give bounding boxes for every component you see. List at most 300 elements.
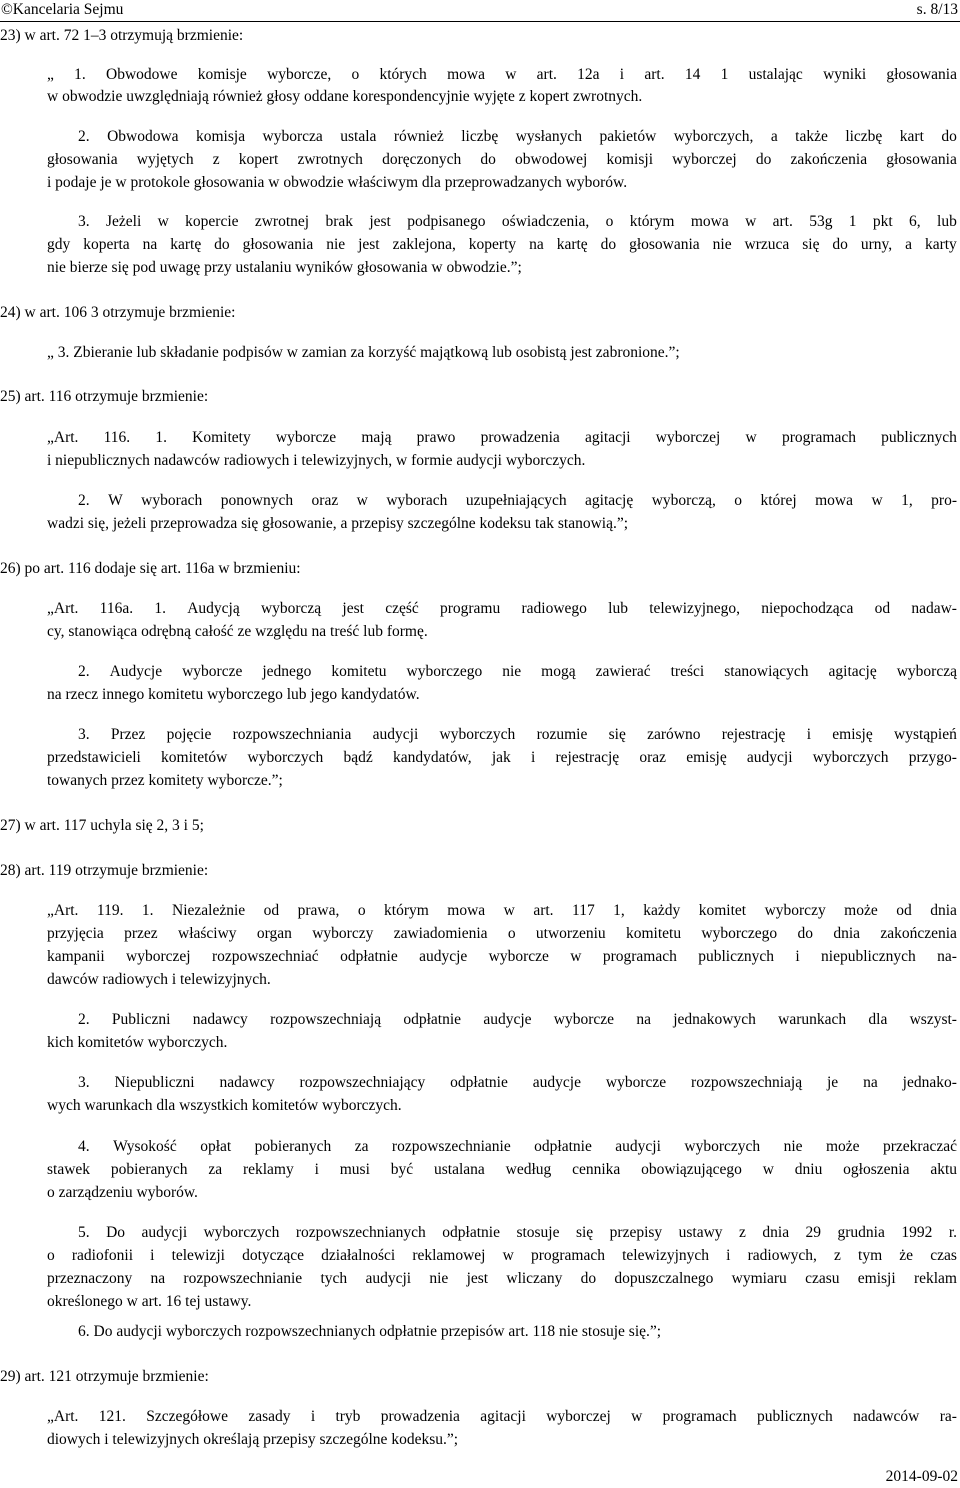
word: jest [369,213,391,230]
word: głosowania [886,151,957,168]
word: programach [662,1408,737,1425]
word: i [530,749,536,766]
text-line: 26) po art. 116 dodaje się art. 116a w brzmieniu: [0,560,301,577]
word: 3. [78,726,90,743]
word: 53g [809,213,833,230]
text-line: o zarządzeniu wyborów. [47,1184,198,1201]
word: wyborcze, [267,66,332,83]
word: w [356,492,368,509]
word: głosowania [886,66,957,83]
word: wyborcze [553,1011,615,1028]
text-line [47,428,957,448]
word: kartę [556,236,588,253]
word: rozumie [536,726,588,743]
word: wyborczej [126,948,191,965]
word: a [770,128,778,145]
text-line [47,1269,957,1289]
word: komitetów [161,749,228,766]
word: do [600,236,617,253]
text-line [47,748,957,768]
word: wyborczej [546,1408,611,1425]
word: wyborczych [812,749,889,766]
word: przyjęcia [47,925,104,942]
word: ra- [939,1408,957,1425]
text-line [78,212,957,232]
word: opłat [200,1138,232,1155]
text-line [47,150,957,170]
word: uzupełniających [465,492,567,509]
text-line: towanych przez komitety wyborcze.”; [47,772,283,789]
word: zwrotnej [254,213,310,230]
word: Szczegółowe [146,1408,228,1425]
word: dnia [762,1224,790,1241]
word: o [605,213,614,230]
word: których [379,66,427,83]
word: nadawców [853,1408,920,1425]
word: 2. [78,128,90,145]
word: telewizji [171,1247,225,1264]
word: do [580,1270,597,1287]
word: warunkach [778,1011,847,1028]
word: Niepubliczni [114,1074,195,1091]
word: pojęcie [166,726,212,743]
text-line: na rzecz innego komitetu wyborczego lub jego kandydatów. [47,686,420,703]
word: cennika [572,1161,621,1178]
word: 2. [78,492,90,509]
word: pro- [931,492,957,509]
text-line [78,1073,957,1093]
word: tryb [335,1408,361,1425]
text-line: w obwodzie uwzględniają również głosy oddane korespondencyjnie wyjęte z kopert zwrotnych. [47,88,643,105]
word: w [502,1247,514,1264]
word: wliczany [506,1270,563,1287]
word: w [762,1161,774,1178]
word: wyniki [823,66,867,83]
word: prawa, [297,902,340,919]
word: komisje [197,66,247,83]
word: ustalając [748,66,803,83]
word: wyborcze [488,948,549,965]
word: dniu [794,1161,823,1178]
word: emisji [857,1270,896,1287]
word: rozpowszechnianie [183,1270,303,1287]
word: 2. [78,663,90,680]
word: wyborach [141,492,203,509]
text-line: wadzi się, jeżeli przeprowadza się głosowanie, a przepisy szczególne kodeksu tak stanowią.”; [47,515,629,532]
word: od [874,600,891,617]
text-line [47,924,957,944]
word: niepublicznych [821,948,916,965]
word: jednakowych [673,1011,756,1028]
word: ustala [340,128,377,145]
word: komisja [196,128,246,145]
word: na [142,236,158,253]
word: o [734,492,743,509]
word: działalności [321,1247,396,1264]
header-source: ©Kancelaria Sejmu [1,1,124,18]
word: agitację [828,663,877,680]
word: nie [502,663,522,680]
word: wyjętych [136,151,194,168]
word: jest [358,236,380,253]
word: karty [924,236,957,253]
word: według [505,1161,552,1178]
text-line [78,127,957,147]
word: rejestrację [555,749,620,766]
word: rozpowszechniający [299,1074,426,1091]
word: ponownych [220,492,294,509]
word: jednako- [902,1074,957,1091]
word: obwodowej [515,151,588,168]
word: rozpowszechniać [211,948,319,965]
word: na [863,1074,878,1091]
word: część [385,600,419,617]
word: tych [320,1270,348,1287]
word: i [619,66,625,83]
word: radiowego [521,600,587,617]
word: wyborczą, [651,492,716,509]
word: kartę [170,236,202,253]
word: 2. [78,1011,90,1028]
word: i [726,1247,731,1264]
word: 1, [901,492,913,509]
word: radiofonii [71,1247,133,1264]
text-line: wych warunkach dla wszystkich komitetów wyborczych. [47,1097,402,1114]
word: komisji [606,151,654,168]
word: w [503,902,515,919]
word: 119. [96,902,124,919]
word: Jeżeli [105,213,142,230]
word: także [795,128,828,145]
word: art. [772,213,793,230]
word: wyborczych [247,749,324,766]
word: nie [326,236,346,253]
word: 1992 [901,1224,933,1241]
text-line [78,662,957,682]
text-line [47,599,957,619]
word: na [636,1011,651,1028]
word: przygo- [908,749,957,766]
word: prawo [416,429,456,446]
word: utworzeniu [535,925,606,942]
word: do [480,151,496,168]
word: 1 [848,213,857,230]
word: rejestrację [721,726,786,743]
word: nie [712,236,732,253]
word: zakończenia [790,151,868,168]
text-line: 29) art. 121 otrzymuje brzmienie: [0,1368,209,1385]
word: zarówno [647,726,701,743]
word: w [570,948,582,965]
header-page-number: s. 8/13 [916,1,958,18]
word: i [795,948,800,965]
word: stawek [47,1161,91,1178]
word: z [739,1224,746,1241]
word: nie [429,1270,449,1287]
text-line [47,1407,957,1427]
word: 4. [78,1138,90,1155]
word: nie [783,1138,803,1155]
text-line: 27) w art. 117 uchyla się 2, 3 i 5; [0,817,204,834]
word: stosuje [516,1224,560,1241]
word: 117 [572,902,595,919]
word: agitacji [584,429,631,446]
word: odpłatnie [450,1074,508,1091]
word: audycji [615,1138,661,1155]
word: 6, [909,213,921,230]
word: za [354,1138,369,1155]
text-line: i niepublicznych nadawców radiowych i telewizyjnych, w formie audycji wyborczych. [47,452,586,469]
text-line [78,491,957,511]
word: wyborczą [260,600,322,617]
word: ustalana [433,1161,485,1178]
word: komitet [698,902,747,919]
word: prowadzenia [480,429,560,446]
word: 1, [613,902,625,919]
word: kart [899,128,924,145]
word: Audycje [109,663,163,680]
word: wyborczych, [673,128,754,145]
footer-date: 2014-09-02 [885,1468,958,1485]
word: pobieranych [110,1161,188,1178]
word: obowiązującego [641,1161,742,1178]
word: audycje [483,1011,532,1028]
text-line: dawców radiowych i telewizyjnych. [47,971,271,988]
word: dnia [833,925,861,942]
page-header [0,0,960,22]
word: i [806,726,812,743]
word: „ [47,66,54,83]
word: podpisanego [407,213,486,230]
word: ogłoszenia [843,1161,910,1178]
word: Do [106,1224,126,1241]
word: każdy [643,902,681,919]
word: audycji [372,726,419,743]
word: którym [384,902,429,919]
text-line: kich komitetów wyborczych. [47,1034,228,1051]
word: Wysokość [113,1138,177,1155]
word: odpłatnie [534,1138,592,1155]
word: w [631,1408,643,1425]
word: wyborczą [896,663,957,680]
word: mowa [447,902,486,919]
word: kopert [238,151,279,168]
word: komitetu [625,925,682,942]
word: organ [256,925,292,942]
word: czasu [805,1270,840,1287]
word: 3. [78,213,90,230]
word: przeznaczony [47,1270,133,1287]
word: reklamowej [412,1247,486,1264]
word: 14 [684,66,701,83]
word: mowa [815,492,853,509]
word: liczbę [845,128,883,145]
word: radiowych, [747,1247,817,1264]
text-line: określonego w art. 16 tej ustawy. [47,1293,252,1310]
word: od [896,902,912,919]
text-line [78,1010,957,1030]
word: głosowania [629,236,700,253]
word: na [529,236,544,253]
word: kandydatów, [392,749,472,766]
word: aktu [930,1161,957,1178]
word: wyborczego [701,925,778,942]
word: audycji [141,1224,188,1241]
word: przekraczać [883,1138,957,1155]
word: kampanii [47,948,105,965]
text-line [47,1160,957,1180]
word: 3. [78,1074,90,1091]
word: o [507,925,516,942]
word: reklamy [242,1161,294,1178]
word: się [575,1224,594,1241]
word: oraz [639,749,667,766]
word: wszyst- [909,1011,957,1028]
word: na [150,1270,166,1287]
word: do [832,236,848,253]
word: z [834,1247,841,1264]
word: 1. [74,66,86,83]
word: stanowiących [724,663,809,680]
word: prowadzenia [380,1408,460,1425]
word: z [212,151,220,168]
word: musi [339,1161,370,1178]
word: zawierać [595,663,651,680]
word: 1 [720,66,729,83]
word: tym [858,1247,883,1264]
word: wyborczej [672,151,737,168]
word: 116a. [99,600,134,617]
text-line: 25) art. 116 otrzymuje brzmienie: [0,388,209,405]
word: głosowania [47,151,118,168]
word: „Art. [47,600,79,617]
word: publicznych [757,1408,833,1425]
word: treści [670,663,705,680]
word: wyborczego [406,663,483,680]
word: wyborcza [262,128,323,145]
word: przez [124,925,158,942]
word: pakietów [599,128,657,145]
word: reklam [913,1270,957,1287]
text-line [47,901,957,921]
word: głosowania [242,236,314,253]
word: wyborczy [312,925,374,942]
word: oraz [311,492,339,509]
word: programach [602,948,677,965]
word: pkt [872,213,893,230]
word: się [608,726,626,743]
word: może [844,902,878,919]
word: gdy [47,236,71,253]
word: której [760,492,797,509]
word: właściwy [178,925,237,942]
word: czas [930,1247,957,1264]
text-line [47,65,957,85]
word: „Art. [47,429,79,446]
word: w [745,213,757,230]
text-line [78,1223,957,1243]
word: może [825,1138,860,1155]
word: wrzuca [744,236,790,253]
word: W [108,492,123,509]
text-line: 23) w art. 72 1–3 otrzymują brzmienie: [0,27,244,44]
word: o [351,66,360,83]
word: i [314,1161,319,1178]
text-line [47,947,957,967]
word: rozpowszechniają [691,1074,803,1091]
word: art. [644,66,665,83]
word: lub [608,600,628,617]
word: być [390,1161,414,1178]
word: się [802,236,820,253]
word: 1. [155,429,167,446]
word: audycji [746,749,793,766]
word: do [755,151,772,168]
word: a [905,236,912,253]
word: Przez [110,726,146,743]
word: do [214,236,230,253]
text-line: nie bierze się pod uwagę przy ustalaniu wyników głosowania w obwodzie.”; [47,259,522,276]
word: „Art. [47,902,79,919]
word: liczbę [461,128,499,145]
word: art. [536,66,557,83]
word: wyborcze [605,1074,667,1091]
word: mowa [690,213,729,230]
word: od [263,902,280,919]
word: agitacji [480,1408,526,1425]
text-line [78,1137,957,1157]
word: kopercie [185,213,239,230]
word: rozpowszechnianych [295,1224,426,1241]
word: Audycją [187,600,240,617]
word: wystąpień [894,726,957,743]
word: wyborach [386,492,448,509]
word: Obwodowe [106,66,178,83]
word: jednego [262,663,312,680]
word: wyborczych [684,1138,761,1155]
word: wyborczy [764,902,826,919]
text-line: „ 3. Zbieranie lub składanie podpisów w zamian za korzyść majątkową lub osobistą jest zabronione.”; [47,344,680,361]
text-line [47,235,957,255]
word: audycje [532,1074,581,1091]
word: dopuszczalnego [614,1270,714,1287]
word: 121. [98,1408,126,1425]
word: wysłanych [515,128,582,145]
word: na- [937,948,957,965]
word: w [745,429,757,446]
word: emisję [832,726,873,743]
word: wymiaru [731,1270,787,1287]
word: urny, [860,236,893,253]
word: przedstawicieli [47,749,141,766]
word: nadaw- [911,600,957,617]
word: 12a [577,66,600,83]
word: wyborcze [275,429,337,446]
word: zwrotnych [297,151,363,168]
word: programach [530,1247,605,1264]
word: zasady [248,1408,291,1425]
word: Publiczni [111,1011,171,1028]
word: w [157,213,169,230]
word: rozpowszechniania [232,726,352,743]
word: zaklejona, [392,236,456,253]
word: zakończenia [880,925,957,942]
word: nadawcy [219,1074,275,1091]
word: publicznych [698,948,774,965]
text-line: i podaje je w protokole głosowania w obwodzie właściwym dla przeprowadzanych wyborów. [47,174,628,191]
word: je [827,1074,839,1091]
word: koperta [83,236,130,253]
